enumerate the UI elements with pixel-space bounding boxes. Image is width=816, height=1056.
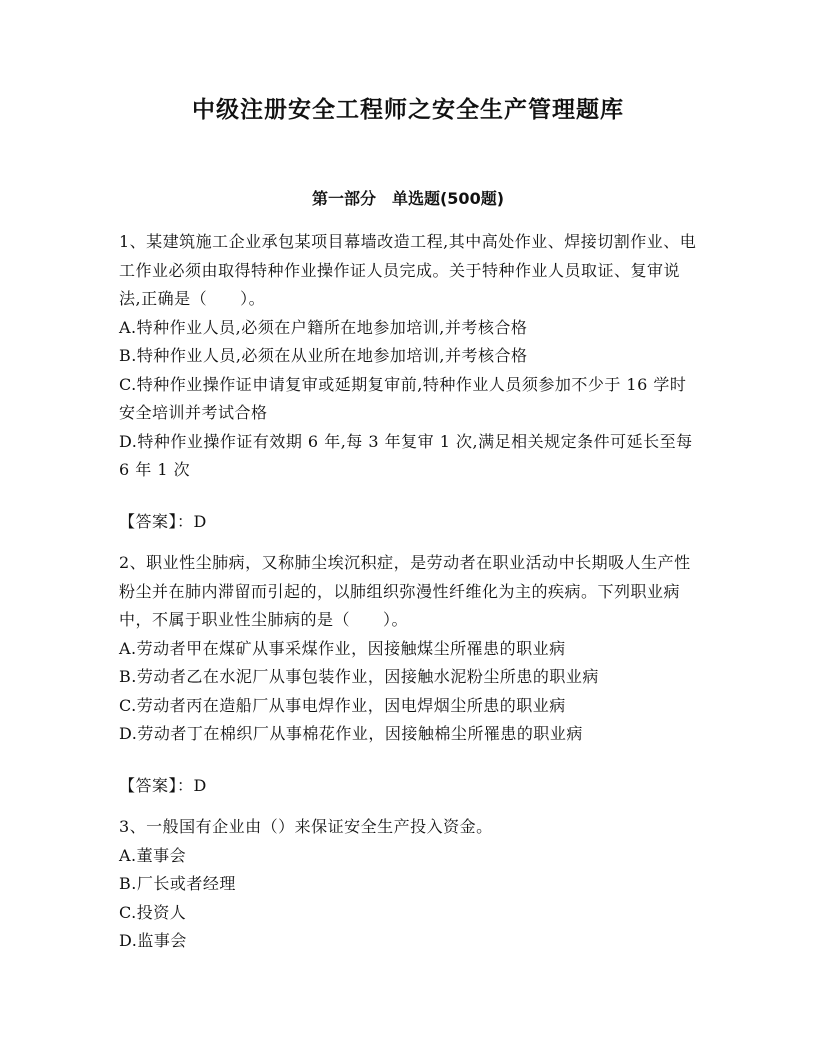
question-1 xyxy=(119,228,699,485)
question-stem: 3、一般国有企业由（）来保证安全生产投入资金。 xyxy=(119,817,493,836)
option-c: C.特种作业操作证申请复审或延期复审前,特种作业人员须参加不少于 16 学时安全培训并考试合格 xyxy=(119,374,687,422)
answer-1: 【答案】：D xyxy=(119,511,207,531)
option-d: D.特种作业操作证有效期 6 年,每 3 年复审 1 次,满足相关规定条件可延长至每 6 年 1 次 xyxy=(119,431,693,479)
option-a: A.劳动者甲在煤矿从事采煤作业，因接触煤尘所罹患的职业病 xyxy=(119,638,566,658)
question-3 xyxy=(119,813,699,956)
option-d: D.监事会 xyxy=(119,931,187,950)
question-stem: 2、职业性尘肺病，又称肺尘埃沉积症，是劳动者在职业活动中长期吸人生产性粉尘并在肺内滞留而引起的，以肺组织弥漫性纤维化为主的疾病。下列职业病中，不属于职业性尘肺病的是（ ）。 xyxy=(119,553,691,629)
option-b: B.厂长或者经理 xyxy=(119,874,236,893)
option-c: C.投资人 xyxy=(119,902,187,922)
question-list xyxy=(119,228,699,956)
question-2 xyxy=(119,549,699,749)
question-stem: 1、某建筑施工企业承包某项目幕墙改造工程,其中高处作业、焊接切割作业、电工作业必须由取得特种作业操作证人员完成。关于特种作业人员取证、复审说法,正确是（ ）。 xyxy=(119,232,697,308)
option-b: B.特种作业人员,必须在从业所在地参加培训,并考核合格 xyxy=(119,346,528,365)
option-b: B.劳动者乙在水泥厂从事包装作业，因接触水泥粉尘所患的职业病 xyxy=(119,667,599,686)
option-a: A.特种作业人员,必须在户籍所在地参加培训,并考核合格 xyxy=(119,317,528,337)
section-title: 第一部分 单选题(500题) xyxy=(311,189,505,208)
answer-2: 【答案】：D xyxy=(119,775,207,795)
option-c: C.劳动者丙在造船厂从事电焊作业，因电焊烟尘所患的职业病 xyxy=(119,695,566,715)
option-d: D.劳动者丁在棉织厂从事棉花作业，因接触棉尘所罹患的职业病 xyxy=(119,724,583,743)
option-a: A.董事会 xyxy=(119,845,187,865)
document-title: 中级注册安全工程师之安全生产管理题库 xyxy=(192,97,624,123)
